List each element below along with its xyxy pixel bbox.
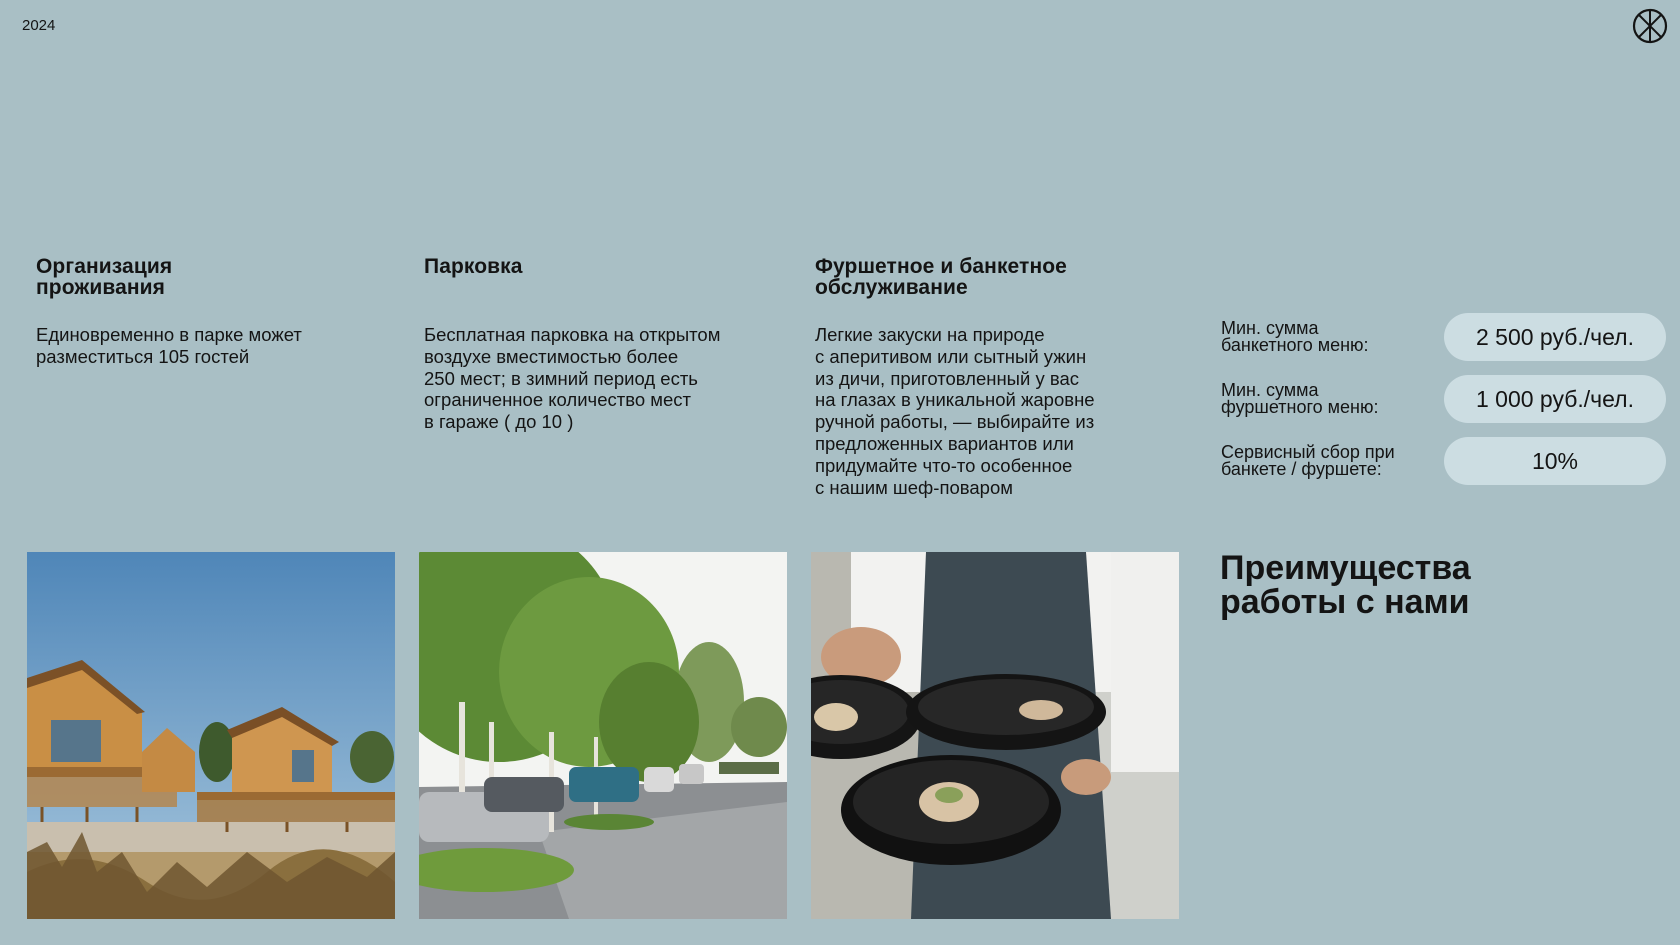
- catering-title: Фуршетное и банкетное обслуживание: [815, 255, 1067, 299]
- service-fee-value: 10%: [1444, 437, 1666, 485]
- parking-photo: [419, 552, 787, 919]
- parking-text: Бесплатная парковка на открытом воздухе вместимостью более 250 мест; в зимний период есть ограниченное количество мест в гараже ( до 10 ): [424, 324, 721, 433]
- catering-text: Легкие закуски на природе с аперитивом или сытный ужин из дичи, приготовленный у вас на глазах в уникальной жаровне ручной работы, — выбирайте из предложенных вариантов или придумайте что-то особенное с нашим шеф-поваром: [815, 324, 1095, 498]
- banquet-price-value: 2 500 руб./чел.: [1444, 313, 1666, 361]
- catering-section: [815, 256, 1175, 498]
- parking-title: Парковка: [424, 255, 523, 278]
- service-fee-row: [1221, 437, 1666, 485]
- logo-icon: [1632, 8, 1668, 44]
- accommodation-title: Организация проживания: [36, 255, 173, 299]
- accommodation-text: Единовременно в парке может разместиться 105 гостей: [36, 324, 302, 367]
- banquet-price-label: Мин. сумма банкетного меню:: [1221, 318, 1369, 355]
- advantages-title: Преимущества работы с нами: [1220, 549, 1471, 621]
- buffet-price-value: 1 000 руб./чел.: [1444, 375, 1666, 423]
- service-fee-label: Сервисный сбор при банкете / фуршете:: [1221, 442, 1395, 479]
- buffet-price-row: [1221, 375, 1666, 423]
- year-label: 2024: [22, 17, 56, 34]
- cabins-photo: [27, 552, 395, 919]
- waiter-photo: [811, 552, 1179, 919]
- banquet-price-row: [1221, 313, 1666, 361]
- buffet-price-label: Мин. сумма фуршетного меню:: [1221, 380, 1379, 417]
- parking-section: [424, 256, 784, 433]
- accommodation-section: [36, 256, 396, 368]
